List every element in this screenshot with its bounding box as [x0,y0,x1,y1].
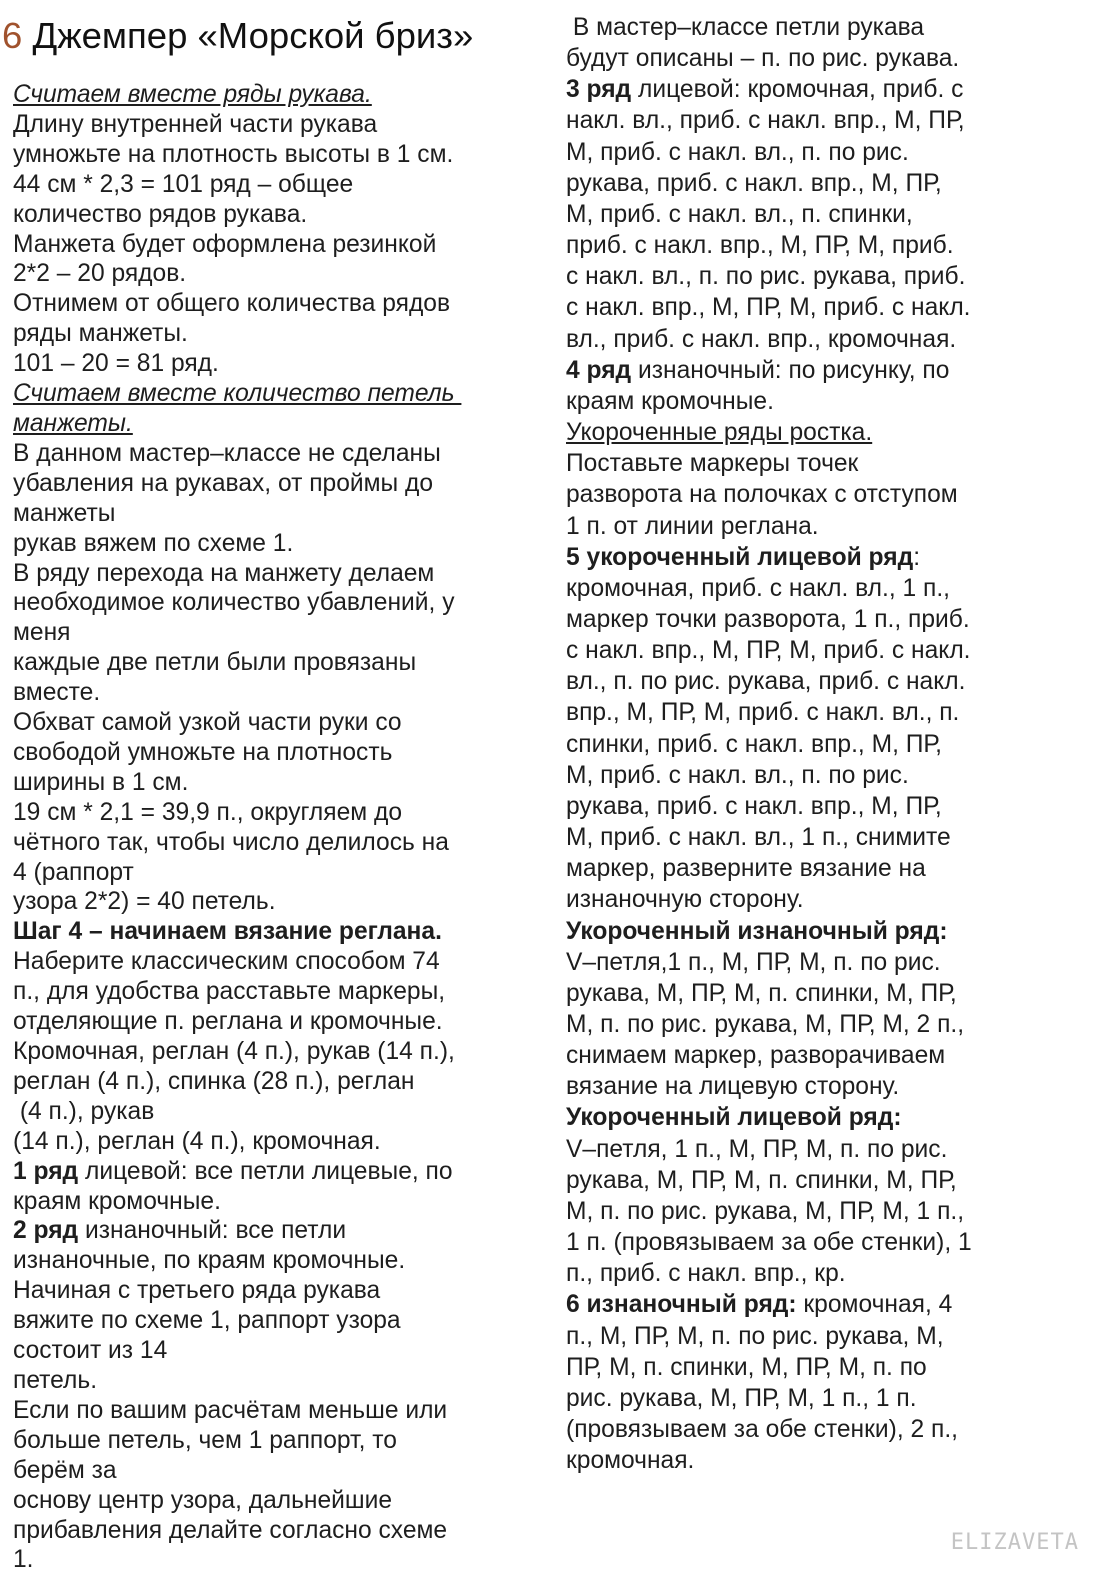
text-line [13,1097,545,1127]
line-text: вместе. [13,679,101,707]
line-text: В данном мастер–классе не сделаны [13,439,441,467]
text-line [13,170,545,200]
text-line [13,1187,545,1217]
text-line [566,355,1101,386]
line-text: рукава, М, ПР, М, п. спинки, М, ПР, [566,979,957,1007]
text-line [13,110,545,140]
text-line [13,200,545,230]
line-text: (провязываем за обе стенки), 2 п., [566,1416,958,1444]
line-text: Отнимем от общего количества рядов [13,290,451,318]
title-text: Джемпер «Морской бриз» [32,15,474,56]
line-text: приб. с накл. впр., М, ПР, М, приб. [566,232,954,260]
text-line [13,1336,545,1366]
text-line [566,1009,1101,1040]
row-label: 5 укороченный лицевой ряд [566,543,914,571]
line-text: вяжите по схеме 1, раппорт узора [13,1307,401,1335]
line-text: изнаночную сторону. [566,886,804,914]
line-text: меня [13,619,71,647]
text-line [566,1102,1101,1133]
line-text: лицевой: кромочная, приб. с [631,76,964,104]
text-line [566,978,1101,1009]
text-line [566,105,1101,136]
text-line [13,529,545,559]
text-line [566,230,1101,261]
line-text: накл. вл., приб. с накл. впр., М, ПР, [566,107,965,135]
text-line [566,729,1101,760]
line-text: больше петель, чем 1 раппорт, то [13,1426,397,1454]
text-line [566,884,1101,915]
text-line [566,1445,1101,1476]
line-text: манжеты. [13,409,133,437]
text-line [566,542,1101,573]
line-text: Начиная с третьего ряда рукава [13,1277,381,1305]
text-line [13,1426,545,1456]
text-line [13,1486,545,1516]
line-text: ширины в 1 см. [13,768,189,796]
text-line [13,1456,545,1486]
line-text: Укороченный лицевой ряд: [566,1104,902,1132]
line-text: Длину внутренней части рукава [13,110,378,138]
line-text: убавления на рукавах, от проймы до [13,469,434,497]
line-text: V–петля, 1 п., М, ПР, М, п. по рис. [566,1135,948,1163]
line-text: Считаем вместе количество петель [13,380,462,408]
text-line [566,1227,1101,1258]
text-line [566,791,1101,822]
line-text: 101 – 20 = 81 ряд. [13,350,219,378]
line-text: манжеты [13,499,116,527]
text-line [13,887,545,917]
line-text: п., М, ПР, М, п. по рис. рукава, М, [566,1322,944,1350]
text-line [13,1007,545,1037]
text-line [566,573,1101,604]
line-text: В мастер–классе петли рукава [566,14,925,41]
line-text: 44 см * 2,3 = 101 ряд – общее [13,170,354,198]
right-column [566,12,1101,1476]
line-text: будут описаны – п. по рис. рукава. [566,45,960,73]
line-text: Если по вашим расчётам меньше или [13,1396,448,1424]
line-text: спинки, приб. с накл. впр., М, ПР, [566,730,943,758]
line-text: кромочная, 4 [796,1291,953,1319]
text-line [566,1289,1101,1320]
title-number: 6 [2,15,23,56]
text-line [13,1037,545,1067]
line-text: кромочная, приб. с накл. вл., 1 п., [566,574,950,602]
text-line [566,916,1101,947]
text-line [13,768,545,798]
line-text: отделяющие п. реглана и кромочные. [13,1008,443,1036]
line-text: разворота на полочках с отступом [566,481,958,509]
line-text: Манжета будет оформлена резинкой [13,230,437,258]
line-text: состоит из 14 [13,1337,168,1365]
row-label: 3 ряд [566,76,632,104]
line-text: снимаем маркер, разворачиваем [566,1042,946,1070]
text-line [566,511,1101,542]
line-text: берём за [13,1456,117,1484]
line-text: 19 см * 2,1 = 39,9 п., округляем до [13,798,403,826]
line-text: прибавления делайте согласно схеме [13,1516,448,1544]
text-line [566,1321,1101,1352]
line-text: чётного так, чтобы число делилось на [13,828,449,856]
line-text: рукава, приб. с накл. впр., М, ПР, [566,169,942,197]
line-text: М, приб. с накл. вл., п. по рис. [566,138,909,166]
text-line [13,678,545,708]
text-line [13,379,545,409]
line-text: количество рядов рукава. [13,200,308,228]
line-text: маркер точки разворота, 1 п., приб. [566,605,970,633]
line-text: ряды манжеты. [13,320,188,348]
line-text: В ряду перехода на манжету делаем [13,559,435,587]
line-text: Укороченные ряды ростка. [566,419,873,447]
text-line [13,1516,545,1546]
text-line [566,760,1101,791]
text-line [13,80,545,110]
text-line [13,349,545,379]
line-text: рукав вяжем по схеме 1. [13,529,294,557]
text-line [13,1216,545,1246]
text-line [566,74,1101,105]
text-line [566,947,1101,978]
line-text: с накл. впр., М, ПР, М, приб. с накл. [566,294,971,322]
text-line [13,828,545,858]
line-text: V–петля,1 п., М, ПР, М, п. по рис. [566,948,941,976]
text-line [566,1040,1101,1071]
line-text: п., приб. с накл. впр., кр. [566,1260,846,1288]
text-line [566,1352,1101,1383]
line-text: краям кромочные. [13,1187,221,1215]
line-text: Укороченный изнаночный ряд: [566,917,948,945]
text-line [13,858,545,888]
text-line [13,977,545,1007]
text-line [13,1366,545,1396]
text-line [13,648,545,678]
text-line [13,1545,545,1575]
text-line [13,1396,545,1426]
text-line [13,947,545,977]
text-line [13,1276,545,1306]
text-line [566,1134,1101,1165]
line-text: лицевой: все петли лицевые, по [78,1157,453,1185]
row-label: 2 ряд [13,1217,79,1245]
text-line [566,417,1101,448]
line-text: Шаг 4 – начинаем вязание реглана. [13,918,442,946]
text-line [13,1157,545,1187]
text-line [13,618,545,648]
text-line [13,319,545,349]
line-text: рукава, М, ПР, М, п. спинки, М, ПР, [566,1166,957,1194]
line-text: необходимое количество убавлений, у [13,589,455,617]
line-text: основу центр узора, дальнейшие [13,1486,393,1514]
text-line [566,1196,1101,1227]
line-text: Обхват самой узкой части руки со [13,709,402,737]
line-text: Поставьте маркеры точек [566,450,859,478]
line-text: М, приб. с накл. вл., п. по рис. [566,761,909,789]
text-line [566,43,1101,74]
line-text: М, п. по рис. рукава, М, ПР, М, 2 п., [566,1011,965,1038]
line-text: 1 п. (провязываем за обе стенки), 1 [566,1229,972,1257]
line-text: вл., приб. с накл. впр., кромочная. [566,325,957,353]
line-text: петель. [13,1366,98,1394]
line-text: каждые две петли были провязаны [13,649,417,677]
row-label: 6 изнаночный ряд: [566,1291,797,1319]
text-line [13,559,545,589]
line-text: ПР, М, п. спинки, М, ПР, М, п. по [566,1353,927,1381]
line-text: Считаем вместе ряды рукава. [13,81,372,108]
line-text: Наберите классическим способом 74 [13,948,440,976]
text-line [566,137,1101,168]
line-text: 2*2 – 20 рядов. [13,260,187,288]
text-line [566,635,1101,666]
line-text: вязание на лицевую сторону. [566,1073,900,1101]
left-column [13,80,545,1575]
line-text: краям кромочные. [566,387,774,415]
text-line [13,499,545,529]
line-text: (4 п.), рукав [13,1097,155,1125]
text-line [13,259,545,289]
text-line [566,1165,1101,1196]
line-text: : [913,543,921,571]
text-line [13,439,545,469]
text-line [566,1383,1101,1414]
text-line [566,1414,1101,1445]
line-text: маркер, разверните вязание на [566,855,926,883]
line-text: рис. рукава, М, ПР, М, 1 п., 1 п. [566,1384,917,1412]
text-line [566,261,1101,292]
text-line [13,1246,545,1276]
line-text: (14 п.), реглан (4 п.), кромочная. [13,1127,381,1155]
text-line [566,666,1101,697]
line-text: с накл. вл., п. по рис. рукава, приб. [566,263,966,291]
text-line [13,798,545,828]
line-text: М, приб. с накл. вл., п. спинки, [566,200,913,228]
line-text: кромочная. [566,1447,695,1475]
line-text: рукава, приб. с накл. впр., М, ПР, [566,792,942,820]
text-line [13,917,545,947]
line-text: Кромочная, реглан (4 п.), рукав (14 п.), [13,1038,455,1065]
text-line [13,230,545,260]
line-text: изнаночные, по краям кромочные. [13,1247,406,1275]
line-text: изнаночный: по рисунку, по [631,356,950,384]
text-line [566,1071,1101,1102]
line-text: свободой умножьте на плотность [13,738,393,766]
line-text: М, приб. с накл. вл., 1 п., снимите [566,824,951,852]
text-line [566,12,1101,43]
text-line [566,292,1101,323]
line-text: вл., п. по рис. рукава, приб. с накл. [566,668,966,696]
row-label: 4 ряд [566,356,632,384]
line-text: с накл. впр., М, ПР, М, приб. с накл. [566,637,971,665]
row-label: 1 ряд [13,1157,79,1185]
text-line [13,738,545,768]
text-line [13,1127,545,1157]
text-line [566,199,1101,230]
text-line [566,604,1101,635]
line-text: узора 2*2) = 40 петель. [13,888,276,916]
text-line [13,140,545,170]
line-text: 1. [13,1546,34,1574]
line-text: 4 (раппорт [13,858,134,886]
text-line [13,708,545,738]
line-text: п., для удобства расставьте маркеры, [13,978,446,1006]
line-text: впр., М, ПР, М, приб. с накл. вл., п. [566,699,960,727]
text-line [566,697,1101,728]
text-line [566,448,1101,479]
page-title [2,14,473,58]
text-line [13,289,545,319]
line-text: реглан (4 п.), спинка (28 п.), реглан [13,1067,415,1095]
text-line [566,853,1101,884]
text-line [566,386,1101,417]
text-line [13,409,545,439]
text-line [13,1306,545,1336]
line-text: умножьте на плотность высоты в 1 см. [13,140,454,168]
text-line [13,469,545,499]
line-text: М, п. по рис. рукава, М, ПР, М, 1 п., [566,1197,965,1225]
text-line [566,324,1101,355]
text-line [566,822,1101,853]
text-line [13,588,545,618]
text-line [566,1258,1101,1289]
text-line [566,479,1101,510]
line-text: изнаночный: все петли [78,1217,347,1245]
text-line [566,168,1101,199]
text-line [13,1067,545,1097]
line-text: 1 п. от линии реглана. [566,512,819,540]
watermark: ELIZAVETA [950,1530,1079,1555]
